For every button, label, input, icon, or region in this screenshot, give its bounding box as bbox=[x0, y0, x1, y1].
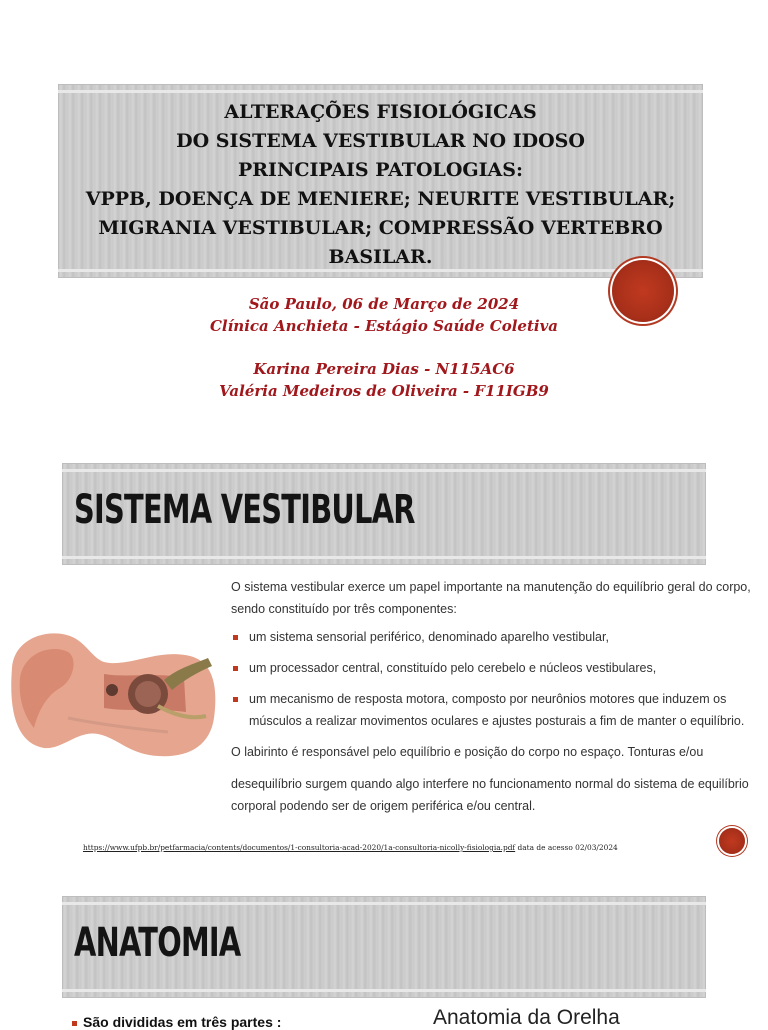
title-banner bbox=[58, 84, 703, 278]
title-line: MIGRANIA VESTIBULAR; COMPRESSÃO VERTEBRO bbox=[98, 217, 663, 239]
title-line: VPPB, DOENÇA DE MENIERE; NEURITE VESTIBULAR; bbox=[85, 188, 676, 210]
title-line: ALTERAÇÕES FISIOLÓGICAS bbox=[224, 101, 537, 123]
anatomy-parts-intro bbox=[72, 1014, 281, 1030]
imbalance-paragraph: desequilíbrio surgem quando algo interfere no funcionamento normal do sistema de equilíbrio corporal podendo ser de origem periférica e/ou central. bbox=[231, 777, 749, 813]
section-heading: ANATOMIA bbox=[74, 920, 241, 966]
title-line: BASILAR. bbox=[328, 246, 433, 268]
location-clinic-info bbox=[0, 293, 768, 337]
list-item-text: um mecanismo de resposta motora, composto por neurônios motores que induzem os músculos a realizar movimentos oculares e ajustes posturais a fim de manter o equilíbrio. bbox=[249, 692, 745, 728]
list-item-text: um processador central, constituído pelo cerebelo e núcleos vestibulares, bbox=[249, 661, 657, 675]
author-name: Karina Pereira Dias - N115AC6 bbox=[253, 360, 515, 378]
labyrinth-paragraph: O labirinto é responsável pelo equilíbrio e posição do corpo no espaço. Tonturas e/ou bbox=[231, 745, 704, 759]
section-banner bbox=[62, 463, 706, 565]
banner-stripe-top bbox=[62, 902, 706, 905]
reference-access-date: data de acesso 02/03/2024 bbox=[515, 843, 618, 852]
bullet-icon bbox=[72, 1021, 77, 1026]
presentation-title bbox=[58, 98, 703, 272]
list-item bbox=[231, 657, 761, 679]
title-line: DO SISTEMA VESTIBULAR NO IDOSO bbox=[176, 130, 585, 152]
ear-anatomy-image bbox=[8, 628, 220, 762]
component-list bbox=[231, 626, 761, 732]
decorative-red-circle bbox=[719, 828, 745, 854]
authors-info bbox=[0, 358, 768, 402]
list-item bbox=[231, 626, 761, 648]
bullet-icon bbox=[233, 697, 238, 702]
section-heading: SISTEMA VESTIBULAR bbox=[74, 487, 415, 533]
banner-stripe-top bbox=[58, 90, 703, 93]
vestibular-system-text bbox=[231, 576, 761, 817]
list-item-text: um sistema sensorial periférico, denominado aparelho vestibular, bbox=[249, 630, 609, 644]
reference-link[interactable]: https://www.ufpb.br/petfarmacia/contents/documentos/1-consultoria-acad-2020/1a-consultoria-nicolly-fisiologia.pdf bbox=[83, 843, 516, 852]
author-name: Valéria Medeiros de Oliveira - F11IGB9 bbox=[219, 382, 549, 400]
reference-citation bbox=[83, 843, 723, 852]
anatomy-parts-text: São divididas em três partes : bbox=[83, 1014, 282, 1030]
banner-stripe-bottom bbox=[62, 556, 706, 559]
list-item bbox=[231, 688, 761, 732]
intro-paragraph: O sistema vestibular exerce um papel importante na manutenção do equilíbrio geral do corpo, sendo constituído por três componentes: bbox=[231, 580, 751, 616]
banner-stripe-bottom bbox=[62, 989, 706, 992]
bullet-icon bbox=[233, 666, 238, 671]
location-date: São Paulo, 06 de Março de 2024 bbox=[248, 295, 520, 313]
section-banner bbox=[62, 896, 706, 998]
bullet-icon bbox=[233, 635, 238, 640]
banner-stripe-top bbox=[62, 469, 706, 472]
title-line: PRINCIPAIS PATOLOGIAS: bbox=[237, 159, 523, 181]
clinic-name: Clínica Anchieta - Estágio Saúde Coletiva bbox=[209, 317, 559, 335]
ear-anatomy-title: Anatomia da Orelha bbox=[433, 1006, 620, 1029]
